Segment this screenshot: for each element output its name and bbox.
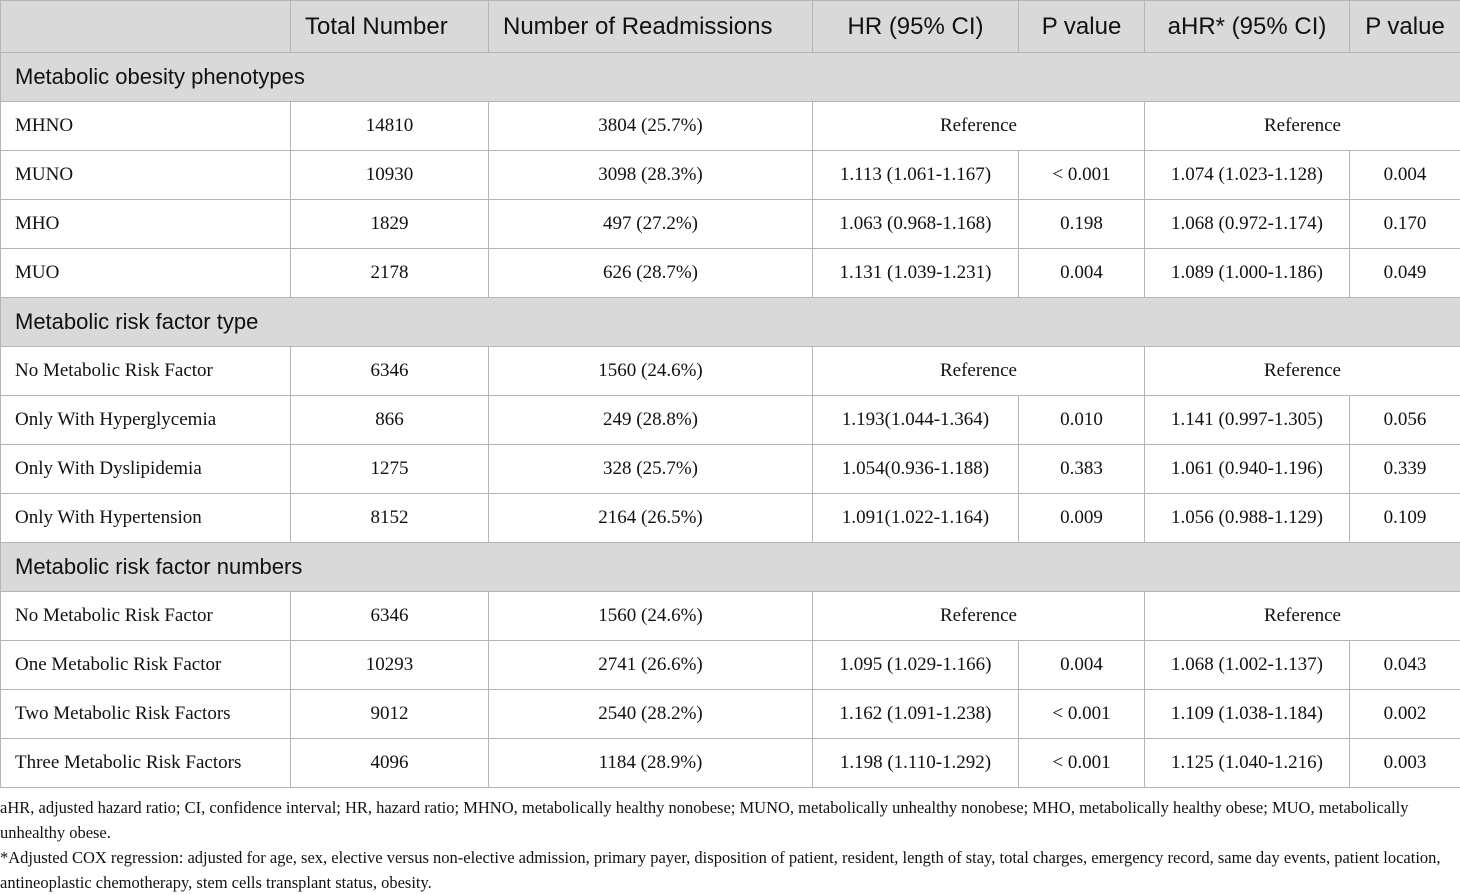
table-row: [1, 151, 1460, 200]
ahr-cell: 1.061 (0.940-1.196): [1145, 445, 1350, 494]
readmissions-cell: 2540 (28.2%): [489, 690, 813, 739]
adjusted-p-value-cell: 0.049: [1350, 249, 1460, 298]
hr-cell: 1.095 (1.029-1.166): [813, 641, 1019, 690]
header-hr: HR (95% CI): [813, 1, 1019, 53]
section-title: Metabolic obesity phenotypes: [1, 53, 1460, 102]
ahr-reference-cell: Reference: [1145, 347, 1460, 396]
adjusted-p-value-cell: 0.056: [1350, 396, 1460, 445]
section-row: [1, 53, 1460, 102]
total-number-cell: 6346: [291, 347, 489, 396]
table-row: [1, 249, 1460, 298]
p-value-cell: 0.010: [1019, 396, 1145, 445]
readmissions-cell: 328 (25.7%): [489, 445, 813, 494]
readmissions-cell: 497 (27.2%): [489, 200, 813, 249]
table-row: [1, 494, 1460, 543]
total-number-cell: 6346: [291, 592, 489, 641]
ahr-reference-cell: Reference: [1145, 592, 1460, 641]
p-value-cell: < 0.001: [1019, 690, 1145, 739]
table-row: [1, 396, 1460, 445]
row-label: Only With Hypertension: [1, 494, 291, 543]
table-header: [1, 1, 1460, 53]
row-label: MUNO: [1, 151, 291, 200]
total-number-cell: 14810: [291, 102, 489, 151]
row-label: Three Metabolic Risk Factors: [1, 739, 291, 788]
adjusted-p-value-cell: 0.339: [1350, 445, 1460, 494]
adjusted-p-value-cell: 0.043: [1350, 641, 1460, 690]
section-row: [1, 298, 1460, 347]
table-footnotes: [0, 795, 1460, 895]
row-label: No Metabolic Risk Factor: [1, 347, 291, 396]
header-p-value: P value: [1019, 1, 1145, 53]
header-adjusted-p-value: P value: [1350, 1, 1460, 53]
total-number-cell: 1829: [291, 200, 489, 249]
row-label: MUO: [1, 249, 291, 298]
p-value-cell: 0.383: [1019, 445, 1145, 494]
hr-cell: 1.193(1.044-1.364): [813, 396, 1019, 445]
row-label: Two Metabolic Risk Factors: [1, 690, 291, 739]
header-row: [1, 1, 1460, 53]
table-row: [1, 690, 1460, 739]
hr-cell: 1.198 (1.110-1.292): [813, 739, 1019, 788]
total-number-cell: 10930: [291, 151, 489, 200]
row-label: MHO: [1, 200, 291, 249]
readmissions-cell: 2164 (26.5%): [489, 494, 813, 543]
total-number-cell: 9012: [291, 690, 489, 739]
ahr-cell: 1.068 (0.972-1.174): [1145, 200, 1350, 249]
p-value-cell: < 0.001: [1019, 739, 1145, 788]
ahr-cell: 1.056 (0.988-1.129): [1145, 494, 1350, 543]
adjusted-p-value-cell: 0.170: [1350, 200, 1460, 249]
table-row: [1, 102, 1460, 151]
section-title: Metabolic risk factor type: [1, 298, 1460, 347]
row-label: MHNO: [1, 102, 291, 151]
table-body: [1, 53, 1460, 788]
total-number-cell: 866: [291, 396, 489, 445]
ahr-cell: 1.141 (0.997-1.305): [1145, 396, 1350, 445]
ahr-cell: 1.068 (1.002-1.137): [1145, 641, 1350, 690]
abbreviation-note: aHR, adjusted hazard ratio; CI, confidence interval; HR, hazard ratio; MHNO, metabolically healthy nonobese; MUNO, metabolically unhealthy nonobese; MHO, metabolically healthy obese; MUO, metabolically unhealthy obese.: [0, 798, 1409, 842]
readmissions-cell: 1560 (24.6%): [489, 347, 813, 396]
header-total-number: Total Number: [291, 1, 489, 53]
total-number-cell: 4096: [291, 739, 489, 788]
hr-cell: 1.063 (0.968-1.168): [813, 200, 1019, 249]
p-value-cell: < 0.001: [1019, 151, 1145, 200]
table-row: [1, 641, 1460, 690]
hr-cell: 1.054(0.936-1.188): [813, 445, 1019, 494]
row-label: Only With Hyperglycemia: [1, 396, 291, 445]
table-row: [1, 200, 1460, 249]
ahr-cell: 1.089 (1.000-1.186): [1145, 249, 1350, 298]
readmissions-cell: 249 (28.8%): [489, 396, 813, 445]
header-ahr: aHR* (95% CI): [1145, 1, 1350, 53]
hr-cell: 1.162 (1.091-1.238): [813, 690, 1019, 739]
p-value-cell: 0.198: [1019, 200, 1145, 249]
table-row: [1, 347, 1460, 396]
readmissions-cell: 3804 (25.7%): [489, 102, 813, 151]
header-empty: [1, 1, 291, 53]
ahr-cell: 1.125 (1.040-1.216): [1145, 739, 1350, 788]
readmissions-cell: 2741 (26.6%): [489, 641, 813, 690]
ahr-cell: 1.074 (1.023-1.128): [1145, 151, 1350, 200]
hr-reference-cell: Reference: [813, 347, 1145, 396]
row-label: Only With Dyslipidemia: [1, 445, 291, 494]
hr-reference-cell: Reference: [813, 102, 1145, 151]
p-value-cell: 0.004: [1019, 249, 1145, 298]
readmissions-cell: 1184 (28.9%): [489, 739, 813, 788]
hr-cell: 1.113 (1.061-1.167): [813, 151, 1019, 200]
total-number-cell: 10293: [291, 641, 489, 690]
hr-reference-cell: Reference: [813, 592, 1145, 641]
p-value-cell: 0.004: [1019, 641, 1145, 690]
row-label: One Metabolic Risk Factor: [1, 641, 291, 690]
table-row: [1, 592, 1460, 641]
total-number-cell: 2178: [291, 249, 489, 298]
adjusted-p-value-cell: 0.003: [1350, 739, 1460, 788]
hr-cell: 1.091(1.022-1.164): [813, 494, 1019, 543]
adjustment-note: *Adjusted COX regression: adjusted for age, sex, elective versus non-elective admission, primary payer, disposition of patient, resident, length of stay, total charges, emergency record, same day events, patient location, antineoplastic chemotherapy, stem cells transplant status, obesity.: [0, 848, 1441, 892]
table-row: [1, 445, 1460, 494]
adjusted-p-value-cell: 0.109: [1350, 494, 1460, 543]
section-row: [1, 543, 1460, 592]
p-value-cell: 0.009: [1019, 494, 1145, 543]
header-number-of-readmissions: Number of Readmissions: [489, 1, 813, 53]
total-number-cell: 1275: [291, 445, 489, 494]
ahr-reference-cell: Reference: [1145, 102, 1460, 151]
adjusted-p-value-cell: 0.004: [1350, 151, 1460, 200]
adjusted-p-value-cell: 0.002: [1350, 690, 1460, 739]
ahr-cell: 1.109 (1.038-1.184): [1145, 690, 1350, 739]
readmissions-cell: 626 (28.7%): [489, 249, 813, 298]
row-label: No Metabolic Risk Factor: [1, 592, 291, 641]
section-title: Metabolic risk factor numbers: [1, 543, 1460, 592]
readmissions-cell: 3098 (28.3%): [489, 151, 813, 200]
total-number-cell: 8152: [291, 494, 489, 543]
table-row: [1, 739, 1460, 788]
readmissions-cell: 1560 (24.6%): [489, 592, 813, 641]
hr-cell: 1.131 (1.039-1.231): [813, 249, 1019, 298]
